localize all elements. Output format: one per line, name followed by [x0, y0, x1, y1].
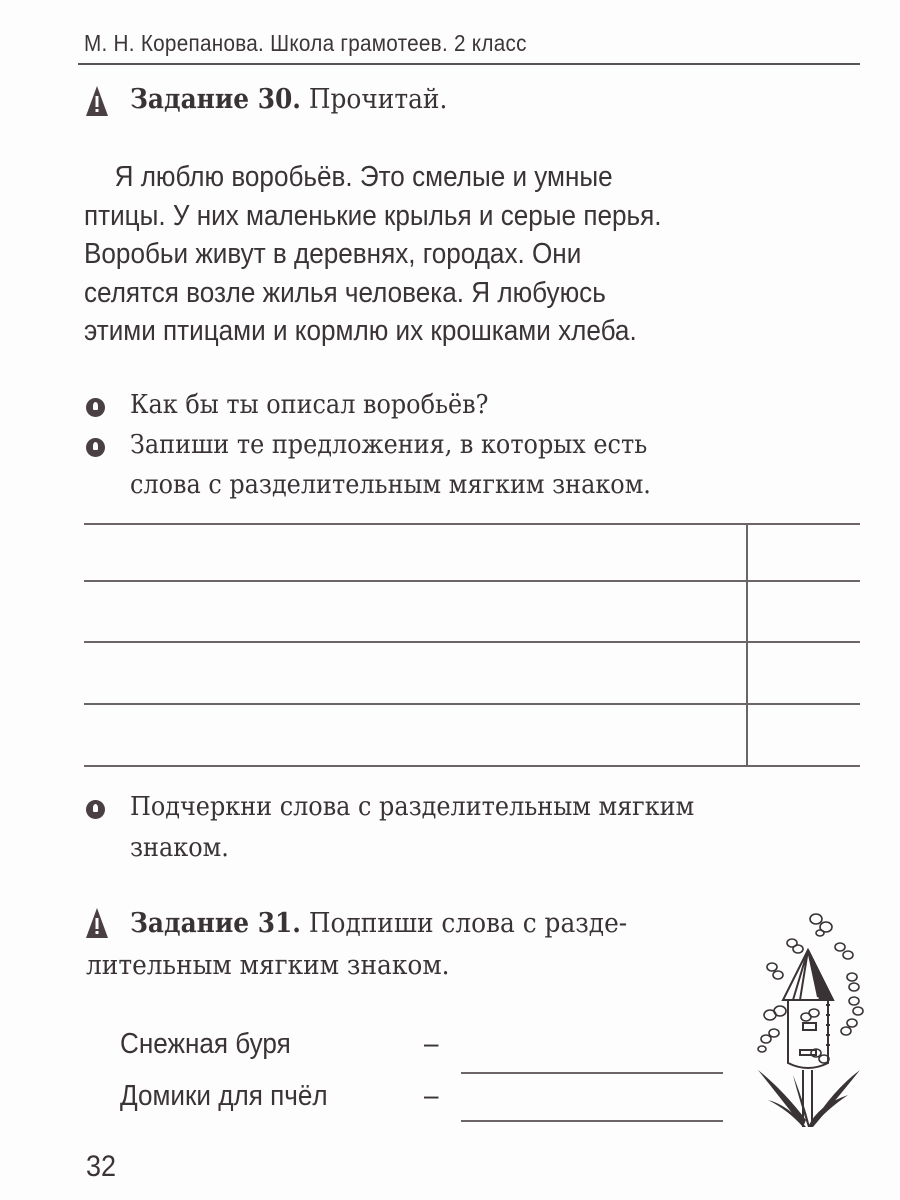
answer-line-beehives[interactable]: [461, 1120, 723, 1122]
passage-line: птицы. У них маленькие крылья и серые перья.: [84, 199, 662, 232]
margin-line: [746, 523, 748, 766]
bullet-icon: [86, 398, 105, 417]
writing-line[interactable]: [84, 703, 860, 705]
warning-triangle-icon: [86, 86, 108, 116]
writing-line[interactable]: [84, 523, 860, 525]
task-31-instruction-line-2: лительным мягким знаком.: [86, 950, 450, 981]
writing-line[interactable]: [84, 580, 860, 582]
beehive-illustration: [748, 905, 868, 1130]
reading-passage: [84, 158, 884, 351]
item-dash: –: [424, 1028, 439, 1060]
bullet-icon: [86, 800, 105, 819]
passage-line: селятся возле жилья человека. Я любуюсь: [84, 276, 606, 309]
item-dash: –: [424, 1080, 439, 1112]
warning-triangle-icon: [86, 908, 108, 938]
question-3-line-1: Подчеркни слова с разделительным мягким: [130, 792, 695, 822]
task-31-number: Задание 31.: [130, 908, 301, 939]
passage-line: Воробьи живут в деревнях, городах. Они: [84, 238, 582, 270]
passage-line: этими птицами и кормлю их крошками хлеба.: [84, 315, 637, 347]
question-3-line-2: знаком.: [130, 833, 229, 863]
question-2-line-1: Запиши те предложения, в которых есть: [130, 430, 648, 460]
task-30-title: [130, 84, 447, 115]
task-30-instruction: Прочитай.: [308, 84, 448, 115]
page-number: 32: [86, 1150, 117, 1183]
task-31-instruction: Подпиши слова с разде-: [308, 908, 628, 939]
running-header: М. Н. Корепанова. Школа грамотеев. 2 класс: [84, 30, 527, 56]
writing-line[interactable]: [84, 765, 860, 767]
task-30-number: Задание 30.: [130, 84, 301, 115]
item-label: Домики для пчёл: [120, 1080, 328, 1112]
passage-line: Я люблю воробьёв. Это смелые и умные: [114, 161, 613, 193]
bullet-icon: [86, 438, 105, 457]
question-1: Как бы ты описал воробьёв?: [130, 390, 489, 420]
answer-line-snowstorm[interactable]: [461, 1072, 723, 1074]
header-rule: [78, 63, 860, 65]
item-label: Снежная буря: [120, 1028, 291, 1060]
question-2-line-2: слова с разделительным мягким знаком.: [130, 470, 651, 500]
task-31-title: [130, 908, 627, 939]
writing-line[interactable]: [84, 641, 860, 643]
